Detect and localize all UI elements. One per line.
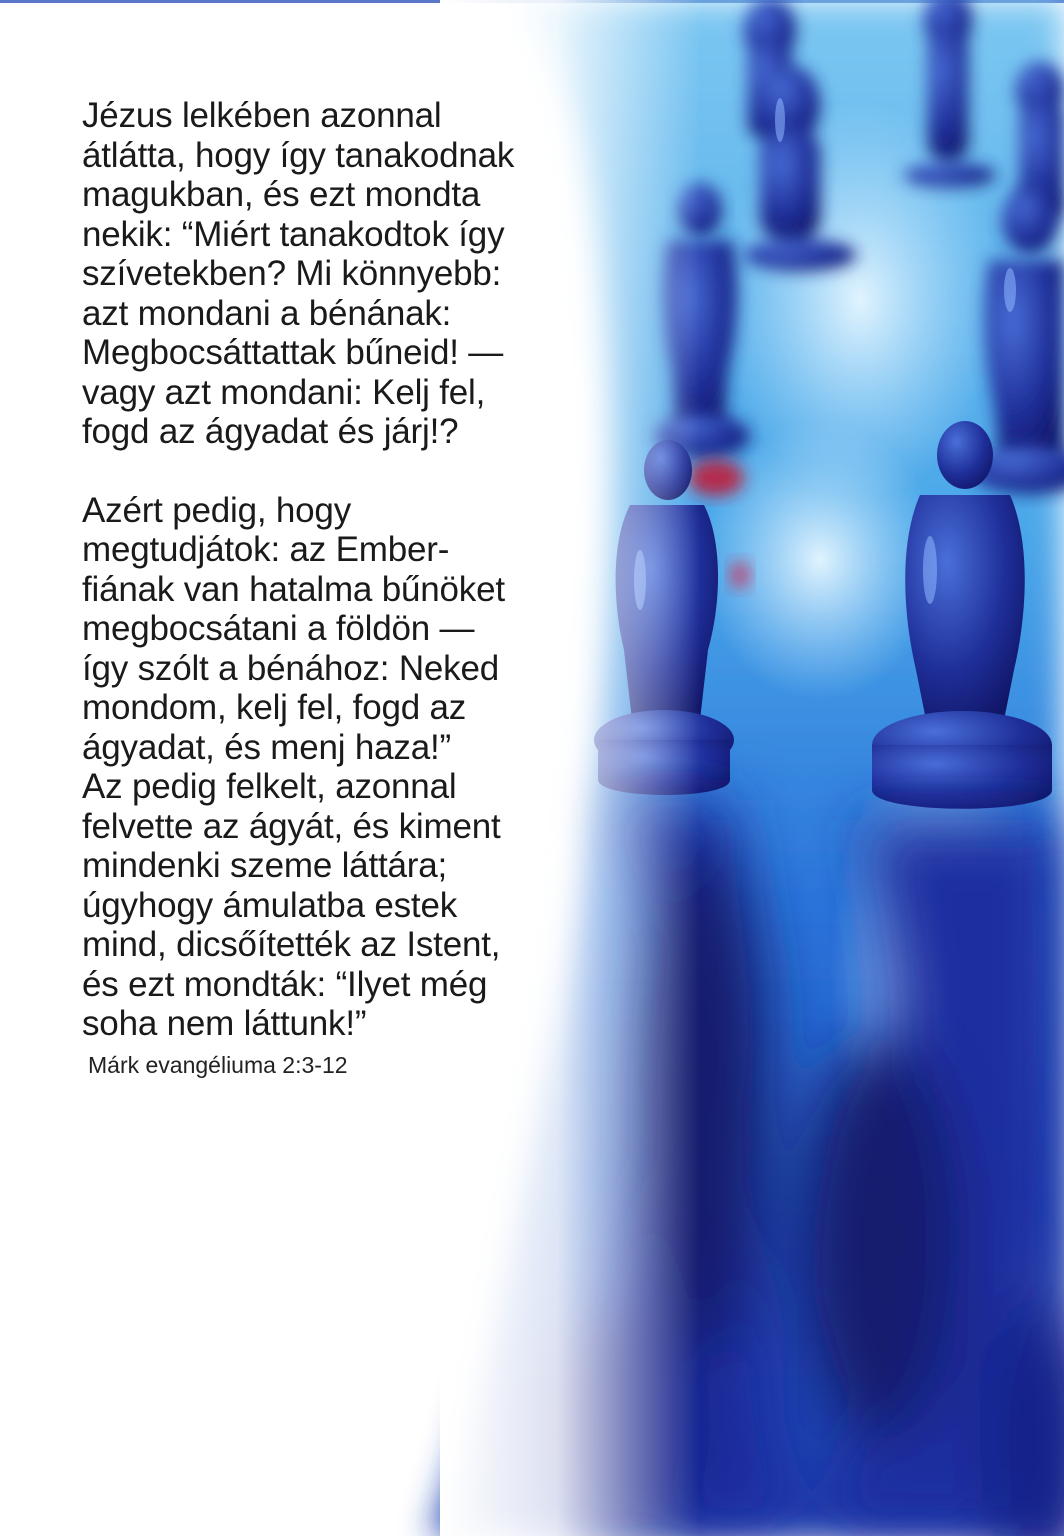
paragraph-2: Azért pedig, hogy megtudjátok: az Ember- fiának van hatalma bűnöket megbocsátani a földön — így szólt a bénához: Neked mondom, kelj fel, fogd az ágyadat, és menj haza!” Az pedig felkelt, azonnal felvette az ágyát, és kiment mindenki szeme láttára; úgyhogy ámulatba estek mind, dicsőítették az Istent, és ezt mondták: “Ilyet még soha nem láttunk!”	[82, 490, 505, 1043]
citation: Márk evangéliuma 2:3-12	[88, 1051, 348, 1078]
scripture-text	[82, 96, 622, 1080]
paragraph-1: Jézus lelkében azonnal átlátta, hogy így tanakodnak magukban, és ezt mondta nekik: “Miért tanakodtok így szívetekben? Mi könnyebb: azt mondani a bénának: Megbocsáttattak bűneid! — vagy azt mondani: Kelj fel, fogd az ágyadat és járj!?	[82, 96, 515, 451]
